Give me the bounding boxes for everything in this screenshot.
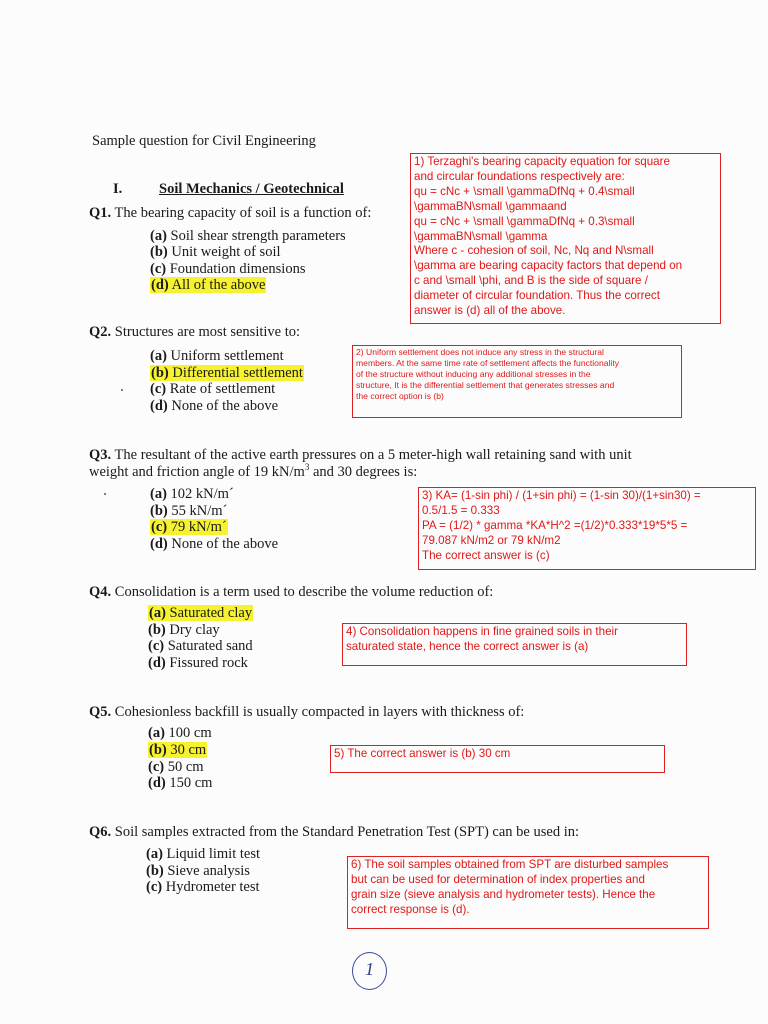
answer-box-1: 1) Terzaghi's bearing capacity equation for square and circular foundations respectively are: qu = cNc + \small \gammaDfNq + 0.4\small \gammaBN\small \gammaand qu = cNc + \small \gammaDfNq + 0.3\small \gammaBN\small \gamma Where c - cohesion of soil, Nc, Nq and N\small \gamma are bearing capacity factors that depend on c and \small \phi, and B is the side of square / diameter of circular foundation. Thus the correct answer is (d) all of the above. [410,153,721,324]
option: (b) 55 kN/m´ [150,502,228,519]
question-5 [89,704,524,721]
section-number: I. [113,181,123,197]
option-highlighted: (b) Differential settlement [151,364,303,381]
option: (d) None of the above [150,535,279,552]
question-2-options [150,348,304,414]
question-text: The resultant of the active earth pressures on a 5 meter-high wall retaining sand with unit [114,447,632,463]
option: (a) Liquid limit test [146,846,260,862]
option: (c) Hydrometer test [146,879,260,895]
question-text: Consolidation is a term used to describe the volume reduction of: [114,584,494,600]
question-number: Q6. [89,824,112,840]
option: (a) Uniform settlement [150,348,284,364]
option: (d) None of the above [150,397,279,414]
question-3-line-2: weight and friction angle of 19 $kN/m^3$ and 30 degrees is: [89,462,418,480]
question-text: Cohesionless backfill is usually compacted in layers with thickness of: [114,704,525,720]
option: (b) Sieve analysis [146,862,250,879]
option: (b) Dry clay [148,621,220,638]
question-number: Q3. [89,447,112,463]
answer-box-6: 6) The soil samples obtained from SPT are disturbed samples but can be used for determination of index properties and grain size (sieve analysis and hydrometer tests). Hence the correct response is (d). [347,856,709,929]
question-5-options [148,725,212,792]
question-number: Q4. [89,584,112,600]
option: (a) Soil shear strength parameters [150,228,346,244]
option: (a) 102 kN/m´ [150,486,234,502]
question-6 [89,824,579,841]
page-number-circle [352,952,387,990]
document-header: Sample question for Civil Engineering [92,133,316,149]
question-text: The bearing capacity of soil is a function of: [114,205,372,221]
question-2 [89,324,300,341]
option: (c) Foundation dimensions [150,260,306,277]
question-1-options [150,228,346,293]
option: (c) Saturated sand [148,638,253,655]
question-number: Q2. [89,324,112,340]
question-3-options [150,486,278,552]
option: (d) Fissured rock [148,654,248,671]
answer-box-5: 5) The correct answer is (b) 30 cm [330,745,665,773]
option: (d) 150 cm [148,775,213,792]
question-4 [89,584,493,601]
option-highlighted: (a) Saturated clay [149,605,253,621]
option: (c) 50 cm [148,758,204,775]
option: (c) Rate of settlement [150,381,276,397]
pen-mark [104,493,106,495]
question-text: Structures are most sensitive to: [114,324,301,340]
question-1 [89,205,371,222]
option-highlighted: (b) 30 cm [149,741,207,758]
answer-box-3: 3) KA= (1-sin phi) / (1+sin phi) = (1-sin 30)/(1+sin30) = 0.5/1.5 = 0.333 PA = (1/2) * gamma *KA*H^2 =(1/2)*0.333*19*5*5 = 79.087 kN/m2 or 79 kN/m2 The correct answer is (c) [418,487,756,570]
option: (b) Unit weight of soil [150,244,281,261]
question-number: Q5. [89,704,112,720]
question-6-options [146,846,260,896]
question-text: Soil samples extracted from the Standard Penetration Test (SPT) can be used in: [114,824,580,840]
option-highlighted: (c) 79 kN/m´ [151,519,227,535]
answer-box-4: 4) Consolidation happens in fine grained soils in their saturated state, hence the correct answer is (a) [342,623,687,666]
answer-box-2: 2) Uniform settlement does not induce any stress in the structural members. At the same time rate of settlement affects the functionality of the structure without inducing any additional stresses in the structure, It is the differential settlement that generates stresses and the correct option is (b) [352,345,682,418]
pen-mark [121,389,123,391]
question-number: Q1. [89,205,112,221]
option-highlighted: (d) All of the above [151,276,266,293]
page-number: 1 [365,959,374,979]
section-title: Soil Mechanics / Geotechnical [159,181,344,197]
question-4-options [148,605,253,671]
option: (a) 100 cm [148,725,212,741]
